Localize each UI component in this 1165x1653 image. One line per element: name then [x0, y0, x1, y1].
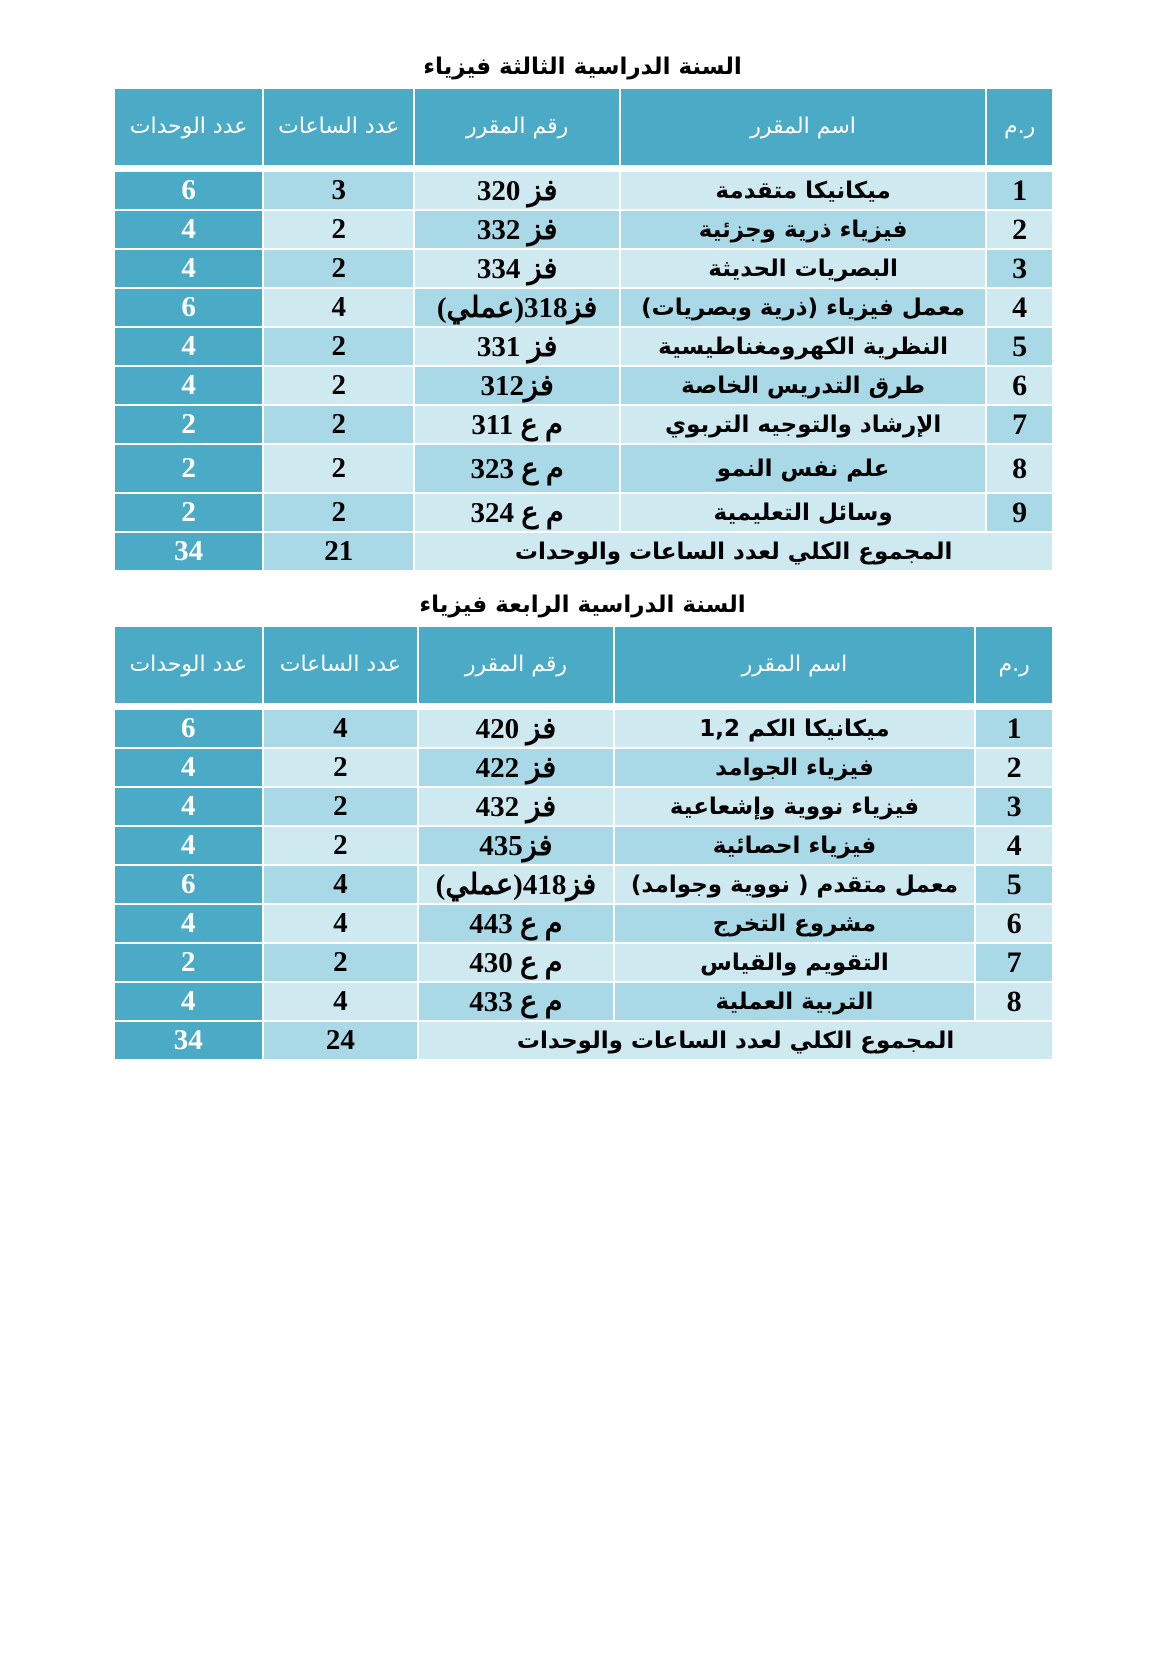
course-hours: 4: [264, 710, 418, 747]
row-seq: 7: [987, 406, 1052, 443]
table-row: [115, 494, 1052, 531]
year4-title: السنة الدراسية الرابعة فيزياء: [419, 592, 746, 618]
course-hours: 2: [264, 827, 418, 864]
course-code: م ع 433: [419, 983, 613, 1020]
table-row: [115, 905, 1052, 942]
row-seq: 3: [987, 250, 1052, 287]
course-hours: 4: [264, 866, 418, 903]
course-hours: 2: [264, 788, 418, 825]
course-units: 4: [115, 328, 262, 365]
table-row: [115, 445, 1052, 492]
header-units: عدد الوحدات: [115, 627, 262, 703]
course-name: الإرشاد والتوجيه التربوي: [621, 406, 985, 443]
row-seq: 3: [976, 788, 1052, 825]
course-units: 4: [115, 250, 262, 287]
course-units: 4: [115, 749, 262, 786]
course-units: 2: [115, 445, 262, 492]
course-code: م ع 323: [415, 445, 619, 492]
table-row: [115, 710, 1052, 747]
course-units: 6: [115, 289, 262, 326]
course-units: 6: [115, 866, 262, 903]
course-hours: 2: [264, 944, 418, 981]
course-hours: 4: [264, 289, 413, 326]
course-hours: 2: [264, 749, 418, 786]
course-code: م ع 443: [419, 905, 613, 942]
row-seq: 1: [976, 710, 1052, 747]
row-seq: 2: [976, 749, 1052, 786]
course-code: فز 320: [415, 172, 619, 209]
course-code: م ع 311: [415, 406, 619, 443]
row-seq: 7: [976, 944, 1052, 981]
table-row: [115, 406, 1052, 443]
course-name: وسائل التعليمية: [621, 494, 985, 531]
course-code: فز 432: [419, 788, 613, 825]
table-row: [115, 172, 1052, 209]
total-units: 34: [115, 1022, 262, 1059]
row-seq: 5: [987, 328, 1052, 365]
total-hours: 24: [264, 1022, 418, 1059]
header-course-code: رقم المقرر: [419, 627, 613, 703]
course-hours: 2: [264, 211, 413, 248]
table-row: [115, 983, 1052, 1020]
year3-title: السنة الدراسية الثالثة فيزياء: [423, 54, 742, 80]
header-seq: ر.م: [987, 89, 1052, 165]
course-units: 2: [115, 944, 262, 981]
table-row: [115, 250, 1052, 287]
course-hours: 2: [264, 445, 413, 492]
total-label: المجموع الكلي لعدد الساعات والوحدات: [415, 533, 1052, 570]
year4-course-table: [113, 625, 1054, 1061]
course-hours: 4: [264, 983, 418, 1020]
course-units: 6: [115, 710, 262, 747]
total-row: [115, 533, 1052, 570]
table-row: [115, 289, 1052, 326]
table-row: [115, 788, 1052, 825]
course-hours: 2: [264, 328, 413, 365]
course-name: فيزياء ذرية وجزئية: [621, 211, 985, 248]
table-row: [115, 328, 1052, 365]
course-units: 6: [115, 172, 262, 209]
course-name: علم نفس النمو: [621, 445, 985, 492]
course-hours: 2: [264, 406, 413, 443]
course-name: ميكانيكا متقدمة: [621, 172, 985, 209]
course-units: 2: [115, 494, 262, 531]
course-code: م ع 324: [415, 494, 619, 531]
row-seq: 4: [976, 827, 1052, 864]
course-name: مشروع التخرج: [615, 905, 975, 942]
header-course-code: رقم المقرر: [415, 89, 619, 165]
row-seq: 6: [987, 367, 1052, 404]
row-seq: 5: [976, 866, 1052, 903]
total-units: 34: [115, 533, 262, 570]
header-units: عدد الوحدات: [115, 89, 262, 165]
row-seq: 8: [987, 445, 1052, 492]
row-seq: 6: [976, 905, 1052, 942]
table-row: [115, 866, 1052, 903]
course-hours: 2: [264, 367, 413, 404]
course-name: البصريات الحديثة: [621, 250, 985, 287]
course-name: معمل متقدم ( نووية وجوامد): [615, 866, 975, 903]
year3-course-table: [113, 87, 1054, 572]
table-row: [115, 749, 1052, 786]
course-code: فز 334: [415, 250, 619, 287]
course-name: النظرية الكهرومغناطيسية: [621, 328, 985, 365]
course-units: 4: [115, 905, 262, 942]
course-hours: 3: [264, 172, 413, 209]
header-hours: عدد الساعات: [264, 627, 418, 703]
course-units: 4: [115, 367, 262, 404]
header-hours: عدد الساعات: [264, 89, 413, 165]
course-name: فيزياء نووية وإشعاعية: [615, 788, 975, 825]
table-row: [115, 367, 1052, 404]
course-units: 4: [115, 827, 262, 864]
course-name: معمل فيزياء (ذرية وبصريات): [621, 289, 985, 326]
row-seq: 4: [987, 289, 1052, 326]
course-hours: 2: [264, 494, 413, 531]
course-code: م ع 430: [419, 944, 613, 981]
table-row: [115, 944, 1052, 981]
course-name: التربية العملية: [615, 983, 975, 1020]
course-code: فز 420: [419, 710, 613, 747]
course-code: فز 422: [419, 749, 613, 786]
table-row: [115, 827, 1052, 864]
course-code: فز435: [419, 827, 613, 864]
course-hours: 2: [264, 250, 413, 287]
course-name: فيزياء احصائية: [615, 827, 975, 864]
course-units: 2: [115, 406, 262, 443]
row-seq: 8: [976, 983, 1052, 1020]
header-course-name: اسم المقرر: [621, 89, 985, 165]
row-seq: 9: [987, 494, 1052, 531]
course-name: ميكانيكا الكم 1,2: [615, 710, 975, 747]
header-course-name: اسم المقرر: [615, 627, 975, 703]
total-hours: 21: [264, 533, 413, 570]
course-code: فز312: [415, 367, 619, 404]
course-units: 4: [115, 211, 262, 248]
course-code: فز418(عملي): [419, 866, 613, 903]
course-code: فز 332: [415, 211, 619, 248]
row-seq: 2: [987, 211, 1052, 248]
course-name: فيزياء الجوامد: [615, 749, 975, 786]
course-hours: 4: [264, 905, 418, 942]
course-code: فز 331: [415, 328, 619, 365]
course-units: 4: [115, 788, 262, 825]
course-name: التقويم والقياس: [615, 944, 975, 981]
course-name: طرق التدريس الخاصة: [621, 367, 985, 404]
header-seq: ر.م: [976, 627, 1052, 703]
total-row: [115, 1022, 1052, 1059]
course-code: فز318(عملي): [415, 289, 619, 326]
row-seq: 1: [987, 172, 1052, 209]
course-units: 4: [115, 983, 262, 1020]
total-label: المجموع الكلي لعدد الساعات والوحدات: [419, 1022, 1052, 1059]
table-row: [115, 211, 1052, 248]
